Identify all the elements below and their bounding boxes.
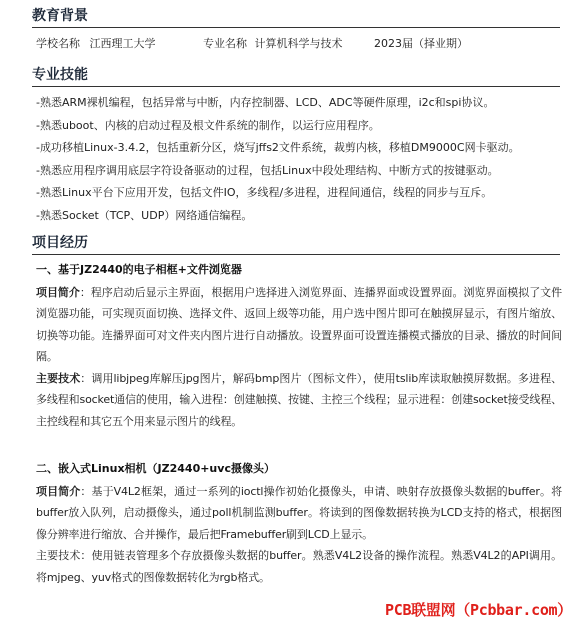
project-1-intro-text: ：程序启动后显示主界面，根据用户选择进入浏览界面、连播界面或设置界面。浏览界面模拟了文件浏览器功能，可实现页面切换、选择文件、返回上级等功能，用户选中图片即可在触摸屏显示，有图片缩放、切换等功能。连播界面可对文件夹内图片进行自动播放。设置界面可设置连播模式播放的目录、播放的时间间隔。 bbox=[36, 285, 562, 363]
project-2-intro-label: 项目简介 bbox=[36, 484, 81, 498]
education-section-title: 教育背景 bbox=[32, 5, 560, 28]
projects-section-title: 项目经历 bbox=[32, 232, 560, 255]
project-2-intro-text: ：基于V4L2框架，通过一系列的ioctl操作初始化摄像头，申请、映射存放摄像头数据的buffer。将buffer放入队列，启动摄像头，通过poll机制监测buffer。将读到的图像数据转换为LCD支持的格式，根据图像分辨率进行缩放、合并操作，最后把Framebuffer刷到LCD上显示。 bbox=[36, 484, 562, 541]
skill-item: -熟悉uboot、内核的启动过程及根文件系统的制作，以运行应用程序。 bbox=[36, 118, 380, 132]
education-row bbox=[36, 37, 560, 51]
project-1-tech bbox=[36, 368, 562, 433]
project-2-heading: 二、嵌入式Linux相机（JZ2440+uvc摄像头） bbox=[36, 462, 275, 475]
school-name: 江西理工大学 bbox=[89, 37, 156, 50]
major-label: 专业名称 bbox=[203, 37, 247, 50]
skill-item: -熟悉ARM裸机编程，包括异常与中断，内存控制器、LCD、ADC等硬件原理，i2c和spi协议。 bbox=[36, 96, 495, 109]
project-1-intro bbox=[36, 282, 562, 368]
project-2-intro bbox=[36, 481, 562, 546]
project-1-tech-label: 主要技术 bbox=[36, 371, 81, 385]
project-1-intro-label: 项目简介 bbox=[36, 285, 80, 299]
skill-item: -成功移植Linux-3.4.2，包括重新分区，烧写jffs2文件系统，裁剪内核，移植DM9000C网卡驱动。 bbox=[36, 141, 520, 154]
skills-section-title: 专业技能 bbox=[32, 64, 560, 87]
project-1-tech-text: ：调用libjpeg库解压jpg图片，解码bmp图片（图标文件），使用tslib库读取触摸屏数据。多进程、多线程和socket通信的使用，输入进程：创建触摸、按键、主控三个线程；显示进程：创建socket接受线程、主控线程和其它五个用来显示图片的线程。 bbox=[36, 371, 562, 428]
graduation-year: 2023届（择业期） bbox=[374, 37, 468, 50]
school-label: 学校名称 bbox=[36, 37, 80, 50]
project-2-tech: 主要技术：使用链表管理多个存放摄像头数据的buffer。熟悉V4L2设备的操作流程。熟悉V4L2的API调用。将mjpeg、yuv格式的图像数据转化为rgb格式。 bbox=[36, 549, 562, 584]
skills-list bbox=[36, 92, 562, 227]
skill-item: -熟悉应用程序调用底层字符设备驱动的过程，包括Linux中段处理结构、中断方式的按键驱动。 bbox=[36, 163, 499, 177]
project-1 bbox=[36, 259, 562, 432]
major-name: 计算机科学与技术 bbox=[254, 37, 343, 50]
project-1-heading: 一、基于JZ2440的电子相框+文件浏览器 bbox=[36, 263, 242, 276]
skill-item: -熟悉Socket（TCP、UDP）网络通信编程。 bbox=[36, 208, 253, 222]
skill-item: -熟悉Linux平台下应用开发，包括文件IO，多线程/多进程，进程间通信，线程的同步与互斥。 bbox=[36, 186, 493, 199]
watermark: PCB联盟网（Pcbbar.com） bbox=[384, 601, 572, 619]
project-2 bbox=[36, 458, 562, 588]
